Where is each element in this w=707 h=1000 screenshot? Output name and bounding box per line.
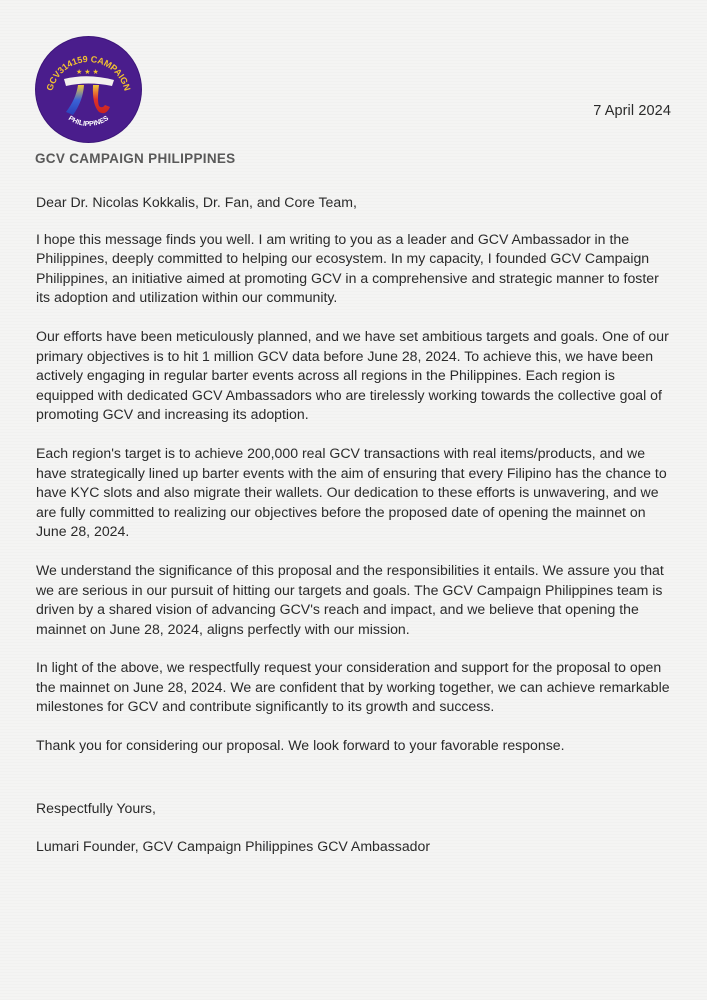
pi-symbol-icon [36, 37, 141, 142]
paragraph-intro: I hope this message finds you well. I am writing to you as a leader and GCV Ambassador in the Philippines, deeply committed to helping our ecosystem. In my capacity, I founded GCV Campaign Philippines, an initiative aimed at promoting GCV in a comprehensive and strategic manner to foster its adoption and utilization within our community. [36, 230, 659, 306]
paragraph-targets: Each region's target is to achieve 200,000 real GCV transactions with real items/products, and we have strategically lined up barter events with the aim of ensuring that every Filipino has the chance to have KYC slots and also migrate their wallets. Our dedication to these efforts is unwavering, and we are fully committed to realizing our objectives before the proposed date of opening the mainnet on June 28, 2024. [36, 444, 667, 540]
svg-text:PHILIPPINES: PHILIPPINES [66, 115, 111, 129]
organization-name: GCV CAMPAIGN PHILIPPINES [35, 151, 236, 166]
paragraph-efforts: Our efforts have been meticulously planned, and we have set ambitious targets and goals. One of our primary objectives is to hit 1 million GCV data before June 28, 2024. To achieve this, we have been actively engaging in regular barter events across all regions in the Philippines. Each region is equipped with dedicated GCV Ambassadors who are tirelessly working towards the collective goal of promoting GCV and increasing its adoption. [36, 327, 669, 423]
closing: Respectfully Yours, [36, 800, 156, 816]
signature: Lumari Founder, GCV Campaign Philippines GCV Ambassador [36, 838, 431, 854]
letter-date: 7 April 2024 [593, 103, 671, 119]
paragraph-request: In light of the above, we respectfully request your consideration and support for the proposal to open the mainnet on June 28, 2024. We are confident that by working together, we can achieve remarkable milestones for GCV and contribute significantly to its growth and success. [36, 659, 670, 715]
paragraph-commitment: We understand the significance of this proposal and the responsibilities it entails. We assure you that we are serious in our pursuit of hitting our targets and goals. The GCV Campaign Philippines team is driven by a shared vision of advancing GCV's reach and impact, and we believe that opening the mainnet on June 28, 2024, aligns perfectly with our mission. [36, 561, 664, 637]
svg-text:★ ★ ★: ★ ★ ★ [76, 69, 99, 76]
campaign-logo [36, 37, 141, 142]
letter-body [36, 193, 676, 775]
svg-text:GCV314159 CAMPAIGN: GCV314159 CAMPAIGN [44, 54, 133, 92]
salutation: Dear Dr. Nicolas Kokkalis, Dr. Fan, and Core Team, [36, 194, 357, 210]
paragraph-thanks: Thank you for considering our proposal. We look forward to your favorable response. [36, 737, 565, 754]
